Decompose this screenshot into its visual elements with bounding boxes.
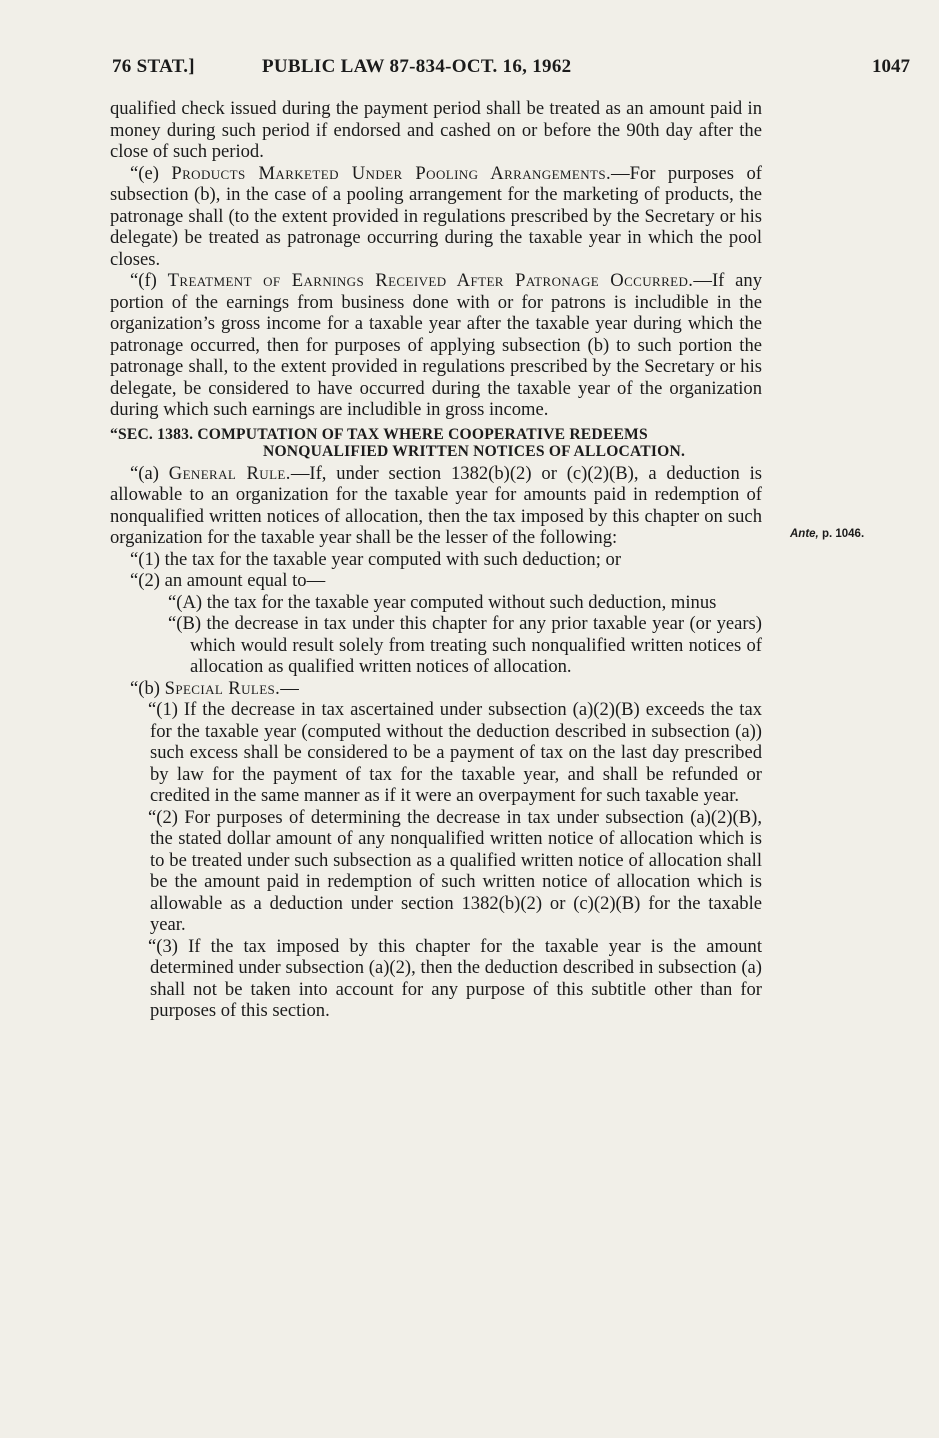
paragraph-a1: “(1) the tax for the taxable year computed with such deduction; or — [130, 548, 622, 570]
subsection-f-body: —If any portion of the earnings from business done with or for patrons is includible in the organization’s gross income for a taxable year after the taxable year during which the patronage occurred, then for purposes of applying subsection (b) to such portion the patronage shall, to the extent provided in regulations prescribed by the Secretary or his delegate, be considered to have occurred during the taxable year of the organization during which such earnings are includible in gross income. — [110, 270, 762, 420]
margin-citation-page: p. 1046. — [818, 528, 865, 540]
running-header — [112, 56, 910, 82]
section-heading-line1: “SEC. 1383. COMPUTATION OF TAX WHERE COOPERATIVE REDEEMS — [110, 425, 648, 443]
paragraph-b2: “(2) For purposes of determining the decrease in tax under subsection (a)(2)(B), the stated dollar amount of any nonqualified written notice of allocation which is to be treated under such subsection as a qualified written notice of allocation shall be the amount paid in redemption of such written notice of allocation which is allowable as a deduction under section 1382(b)(2) or (c)(2)(B) for the taxable year. — [148, 806, 762, 935]
subsection-a-heading: General Rule. — [168, 462, 291, 484]
section-heading — [110, 426, 762, 460]
subsection-f-heading: Treatment of Earnings Received After Patronage Occurred. — [167, 270, 694, 291]
subsection-f-prefix: “(f) — [130, 270, 168, 291]
subsection-b-prefix: “(b) — [130, 677, 165, 699]
page-number: 1047 — [872, 56, 910, 77]
subsection-e-heading: Products Marketed Under Pooling Arrangements. — [171, 162, 612, 184]
body-text — [110, 98, 762, 1022]
paragraph-b3: “(3) If the tax imposed by this chapter for the taxable year is the amount determined under subsection (a)(2), then the deduction described in subsection (a) shall not be taken into account for any purpose of this subtitle other than for purposes of this section. — [148, 935, 762, 1021]
subsection-a — [110, 463, 762, 549]
subsection-e-body: —For purposes of subsection (b), in the case of a pooling arrangement for the marketing of products, the patronage shall (to the extent provided in regulations prescribed by the Secretary or his delegate) be treated as patronage occurring during the taxable year in which the pool closes. — [110, 162, 762, 270]
subsection-a-prefix: “(a) — [130, 462, 169, 484]
subsection-b — [110, 678, 762, 700]
statute-reference: 76 STAT.] — [112, 56, 195, 77]
paragraph-a2B: “(B) the decrease in tax under this chapter for any prior taxable year (or years) which would result solely from treating such nonqualified written notices of allocation as qualified written notices of allocation. — [168, 613, 762, 677]
subsection-a-body: —If, under section 1382(b)(2) or (c)(2)(B), a deduction is allowable to an organization for the taxable year for amounts paid in redemption of nonqualified written notices of allocation, then the tax imposed by this chapter on such organization for the taxable year shall be the lesser of the following: — [110, 462, 762, 548]
section-heading-line2: NONQUALIFIED WRITTEN NOTICES OF ALLOCATION. — [263, 442, 686, 460]
subsection-b-heading: Special Rules. — [164, 677, 281, 699]
paragraph-b1: “(1) If the decrease in tax ascertained under subsection (a)(2)(B) exceeds the tax for the taxable year (computed without the deduction described in subsection (a)) such excess shall be considered to be a payment of tax on the last day prescribed by law for the payment of tax for the taxable year, and shall be refunded or credited in the same manner as if it were an overpayment for such taxable year. — [148, 699, 762, 806]
paragraph-continuation: qualified check issued during the payment period shall be treated as an amount paid in money during such period if endorsed and cashed on or before the 90th day after the close of such period. — [110, 98, 762, 162]
subsection-e — [110, 163, 762, 271]
margin-citation — [790, 528, 864, 540]
subsection-b-dash: — — [280, 677, 299, 699]
paragraph-a2A: “(A) the tax for the taxable year computed without such deduction, minus — [168, 591, 717, 613]
paragraph-a2: “(2) an amount equal to— — [130, 570, 326, 591]
header-title: PUBLIC LAW 87-834-OCT. 16, 1962 — [262, 56, 572, 77]
subsection-f — [110, 270, 762, 421]
subsection-e-prefix: “(e) — [130, 162, 172, 184]
margin-citation-ante: Ante, — [790, 528, 819, 540]
